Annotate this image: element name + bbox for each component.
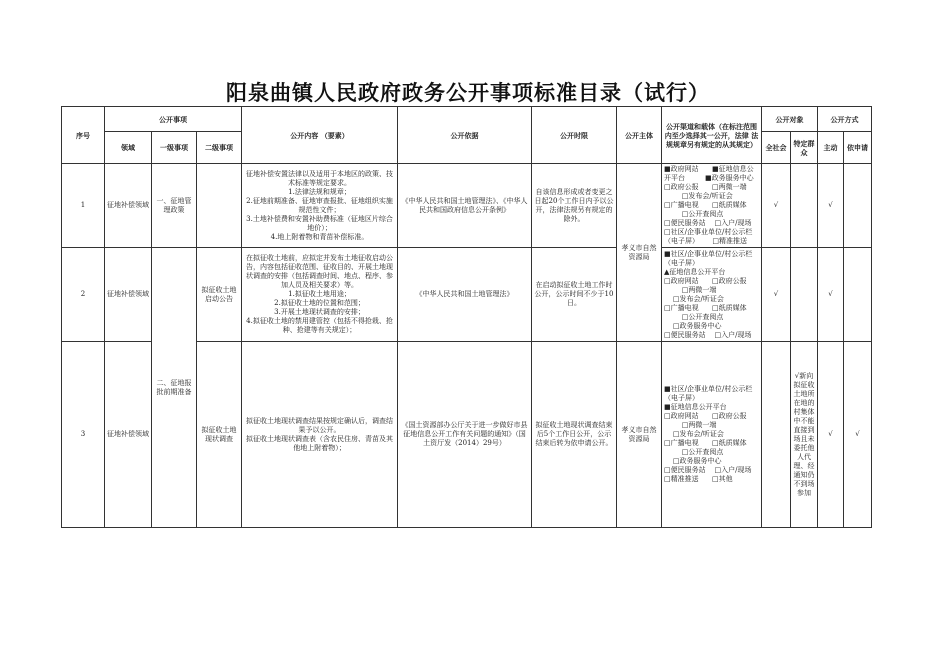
- cell-whole-society: √: [762, 164, 791, 248]
- cell-subject: 孝义市自然资源局: [617, 164, 662, 342]
- header-row-1: [62, 107, 872, 132]
- cell-domain: 征地补偿领域: [105, 164, 152, 248]
- cell-content: 在拟征收土地前，应拟定并发布土地征收启动公告，内容包括征收范围、征收目的、开展土地现状调查的安排（包括调查时间、地点、程序、参加人员及相关要求）等。 1.拟征收土地用途； 2.拟征收土地的位置和范围； 3.开展土地现状调查的安排； 4.拟征收土地的禁用建管控（包括不得抢栽、抢种、抢建等有关规定）；: [242, 248, 398, 342]
- table-row: [62, 248, 872, 342]
- cell-on-request: [844, 164, 872, 248]
- cell-seq: 1: [62, 164, 105, 248]
- header-level2: 二级事项: [197, 132, 242, 164]
- cell-basis: 《国土资源部办公厅关于进一步做好市县征地信息公开工作有关问题的通知》（国土资厅发（2014）29号）: [398, 342, 532, 528]
- cell-level2: [197, 164, 242, 248]
- cell-basis: 《中华人民共和国土地管理法》: [398, 248, 532, 342]
- cell-time: 在启动拟征收土地工作时公开，公示时间不少于10日。: [532, 248, 617, 342]
- header-on-request: 依申请: [844, 132, 872, 164]
- cell-domain: 征地补偿领域: [105, 342, 152, 528]
- cell-whole-society: √: [762, 248, 791, 342]
- cell-active: √: [818, 164, 844, 248]
- cell-whole-society: [762, 342, 791, 528]
- cell-time: 拟征收土地现状调查结束后5个工作日公开，公示结束后转为依申请公开。: [532, 342, 617, 528]
- cell-level1: 一、征地管理政策: [152, 164, 197, 248]
- cell-time: 自该信息形成或者变更之日起20个工作日内予以公开，法律法规另有规定的除外。: [532, 164, 617, 248]
- header-level1: 一级事项: [152, 132, 197, 164]
- header-domain: 领域: [105, 132, 152, 164]
- cell-active: √: [818, 248, 844, 342]
- cell-basis: 《中华人民共和国土地管理法》、《中华人民共和国政府信息公开条例》: [398, 164, 532, 248]
- header-subject: 公开主体: [617, 107, 662, 164]
- cell-active: √: [818, 342, 844, 528]
- cell-level1: 二、征地报批前期准备: [152, 248, 197, 528]
- cell-seq: 3: [62, 342, 105, 528]
- catalog-table: [61, 106, 872, 528]
- cell-level2: 拟征收土地现状调查: [197, 342, 242, 528]
- header-seq: 序号: [62, 107, 105, 164]
- cell-channel: ■社区/企事业单位/村公示栏 （电子屏） ▲征地信息公开平台 □政府网站 □政府公报 □两微一端 □发布会/听证会 □广播电视 □纸质媒体 □公开查阅点 □政务服务中心 □便民服务站 □入户/现场: [662, 248, 762, 342]
- header-content: 公开内容 （要素）: [242, 107, 398, 164]
- cell-specific-group: [791, 248, 818, 342]
- cell-on-request: [844, 248, 872, 342]
- cell-level2: 拟征收土地启动公告: [197, 248, 242, 342]
- header-time: 公开时限: [532, 107, 617, 164]
- header-whole-society: 全社会: [762, 132, 791, 164]
- header-active: 主动: [818, 132, 844, 164]
- header-matters: 公开事项: [105, 107, 242, 132]
- cell-subject: 孝义市自然资源局: [617, 342, 662, 528]
- page-title: 阳泉曲镇人民政府政务公开事项标准目录（试行）: [226, 80, 710, 105]
- cell-domain: 征地补偿领域: [105, 248, 152, 342]
- header-basis: 公开依据: [398, 107, 532, 164]
- header-mode: 公开方式: [818, 107, 872, 132]
- cell-on-request: √: [844, 342, 872, 528]
- header-target: 公开对象: [762, 107, 818, 132]
- cell-seq: 2: [62, 248, 105, 342]
- cell-channel: ■政府网站 ■征地信息公 开平台 ■政务服务中心 □政府公报 □两微一端 □发布会/听证会 □广播电视 □纸质媒体 □公开查阅点 □便民服务站 □入户/现场 □社区/企事业单位/村公示栏 （电子屏） □精准推送: [662, 164, 762, 248]
- cell-content: 拟征收土地现状调查结果按规定确认后，调查结果予以公开。 拟征收土地现状调查表（含农民住房、青苗及其他地上附着物）；: [242, 342, 398, 528]
- table-row: [62, 164, 872, 248]
- cell-channel: ■社区/企事业单位/村公示栏 （电子屏） ■征地信息公开平台 □政府网站 □政府公报 □两微一端 □发布会/听证会 □广播电视 □纸质媒体 □公开查阅点 □政务服务中心 □便民服务站 □入户/现场 □精准推送 □其他: [662, 342, 762, 528]
- cell-specific-group: √新向拟征收土地所在地的村集体中不能直接到场且未委托他人代理、经通知仍不到场参加: [791, 342, 818, 528]
- header-channel: 公开渠道和载体（在标注范围内至少选择其一公开，法律 法规规章另有规定的从其规定）: [662, 107, 762, 164]
- cell-specific-group: [791, 164, 818, 248]
- header-specific-group: 特定群众: [791, 132, 818, 164]
- cell-content: 征地补偿安置法律以及适用于本地区的政策、技术标准等规定要求。 1.法律法规和规章； 2.征地前期准备、征地审查报批、征地组织实施规范性文件； 3.土地补偿费和安置补助费标准（征地区片综合地价）； 4.地上附着物和青苗补偿标准。: [242, 164, 398, 248]
